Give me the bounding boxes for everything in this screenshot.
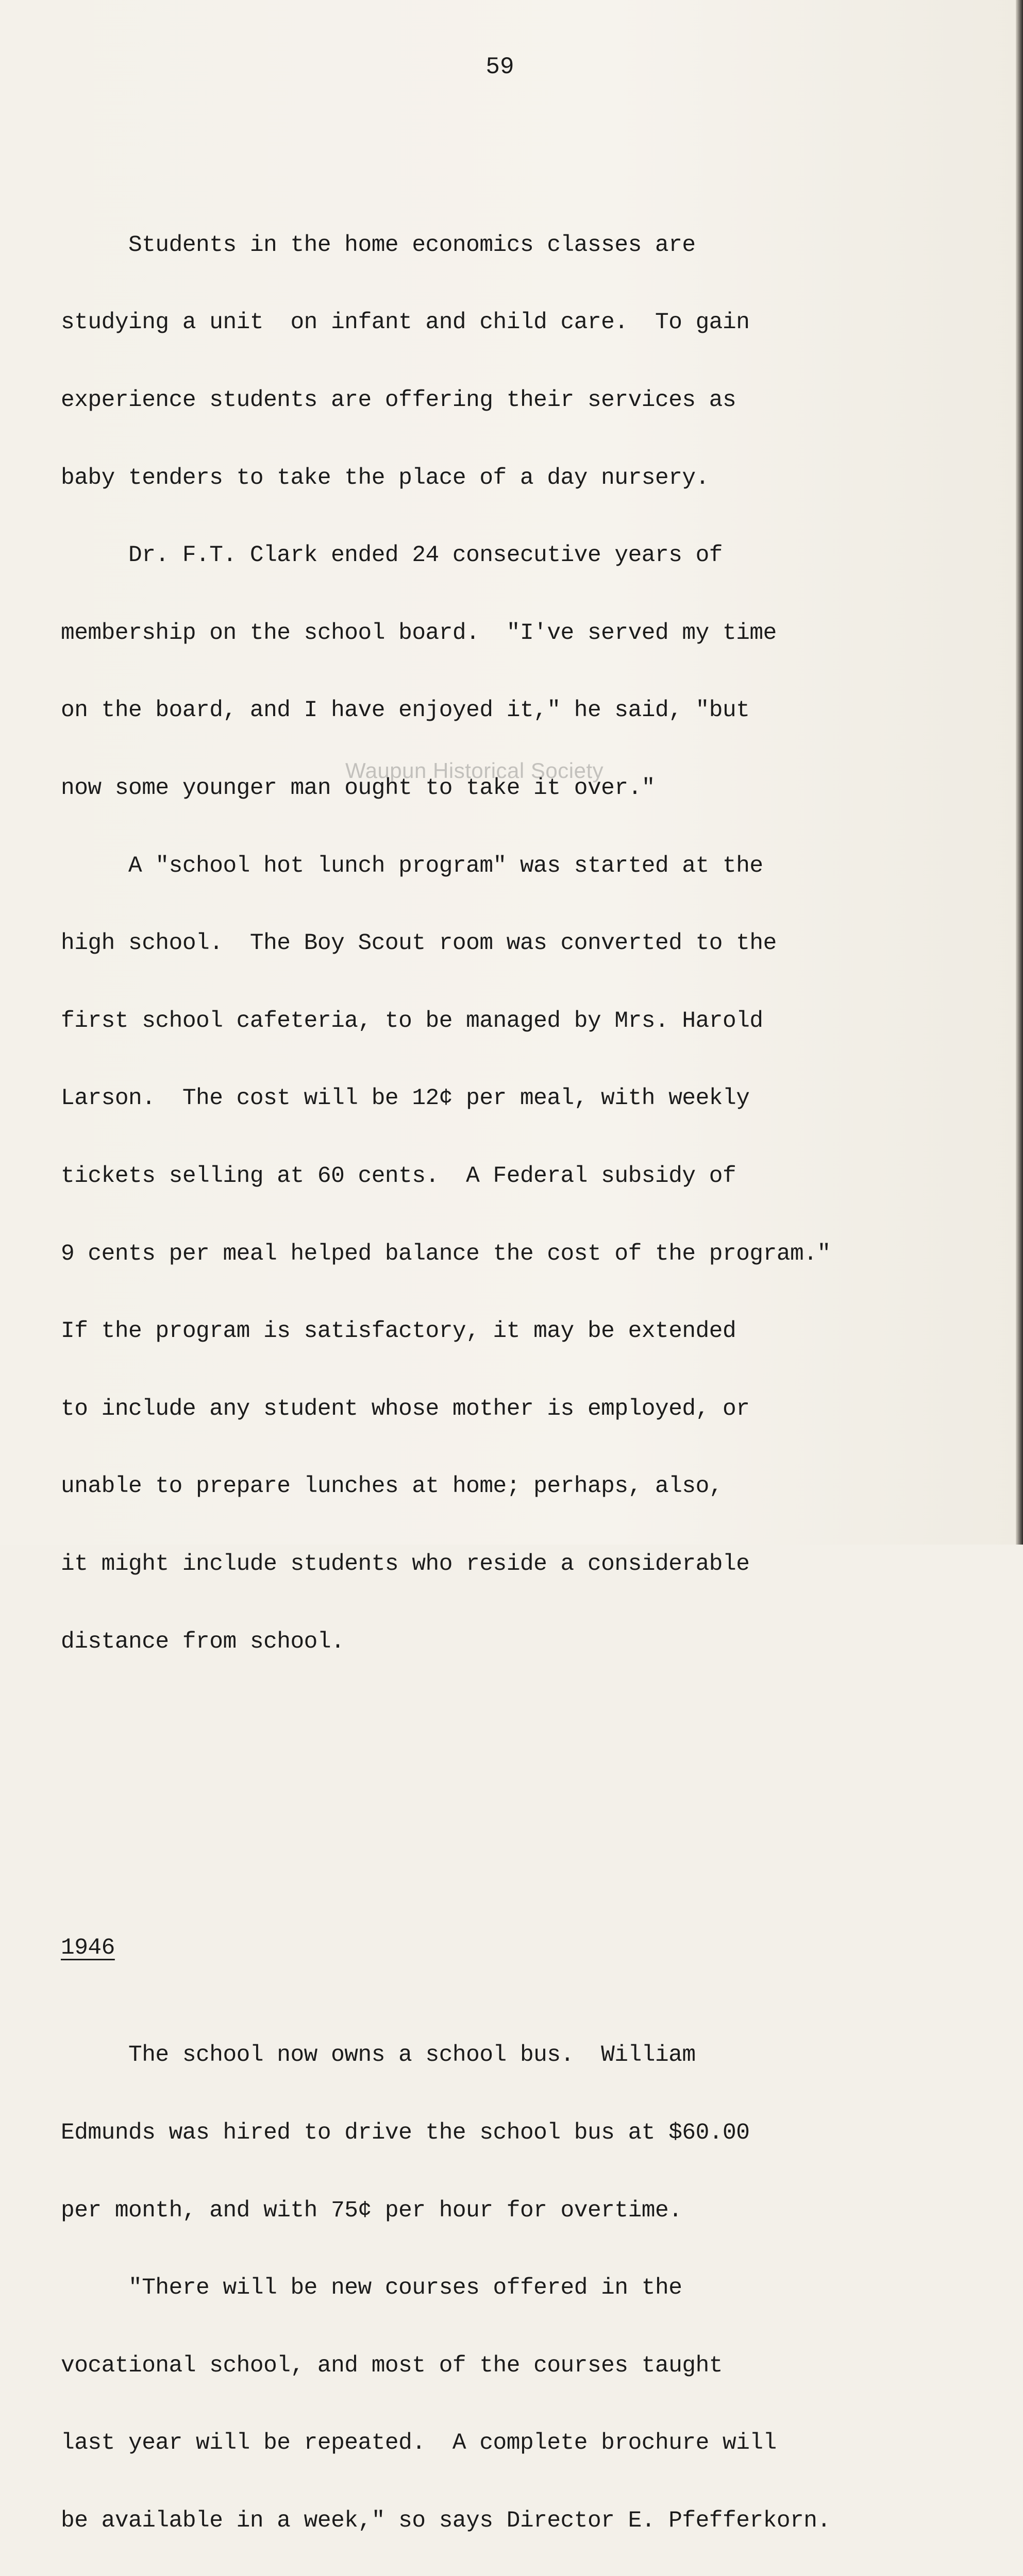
text-line: to include any student whose mother is employed, or [61, 1396, 750, 1422]
year-heading-text: 1946 [61, 1935, 115, 1961]
text-line: be available in a week," so says Director E. Pfefferkorn. [61, 2507, 831, 2534]
section-1 [61, 180, 958, 1706]
text-line: 9 cents per meal helped balance the cost of the program." [61, 1241, 831, 1267]
text-line: distance from school. [61, 1629, 345, 1655]
text-line: Larson. The cost will be 12¢ per meal, with weekly [61, 1086, 750, 1112]
text-line: high school. The Boy Scout room was converted to the [61, 930, 777, 957]
section-1946 [61, 1883, 958, 2576]
text-line: Dr. F.T. Clark ended 24 consecutive years of [61, 543, 723, 569]
text-line: studying a unit on infant and child care. To gain [61, 310, 750, 336]
page-number: 59 [485, 54, 514, 80]
text-line: first school cafeteria, to be managed by Mrs. Harold [61, 1008, 763, 1034]
text-line: If the program is satisfactory, it may be extended [61, 1318, 736, 1345]
year-heading [61, 1935, 958, 1961]
text-line: "There will be new courses offered in the [61, 2275, 682, 2301]
text-line: tickets selling at 60 cents. A Federal subsidy of [61, 1163, 736, 1189]
text-line: now some younger man ought to take it over." [61, 775, 655, 801]
text-line: per month, and with 75¢ per hour for overtime. [61, 2197, 682, 2224]
text-line: baby tenders to take the place of a day nursery. [61, 465, 709, 491]
text-line: unable to prepare lunches at home; perhaps, also, [61, 1473, 723, 1500]
text-line: Edmunds was hired to drive the school bus at $60.00 [61, 2120, 750, 2146]
text-line: vocational school, and most of the courses taught [61, 2352, 723, 2379]
text-line: The school now owns a school bus. William [61, 2042, 696, 2069]
text-line: last year will be repeated. A complete brochure will [61, 2430, 777, 2456]
watermark: Waupun Historical Society [345, 758, 604, 783]
body-text [61, 129, 958, 2576]
section-gap [61, 1784, 958, 1806]
text-line: membership on the school board. "I've served my time [61, 620, 777, 646]
text-line: Students in the home economics classes are [61, 232, 696, 258]
page-binding-edge [1016, 0, 1023, 1545]
text-line: A "school hot lunch program" was started at the [61, 853, 763, 879]
text-line: it might include students who reside a considerable [61, 1551, 750, 1577]
text-line: on the board, and I have enjoyed it," he said, "but [61, 698, 750, 724]
text-line: experience students are offering their services as [61, 387, 736, 413]
